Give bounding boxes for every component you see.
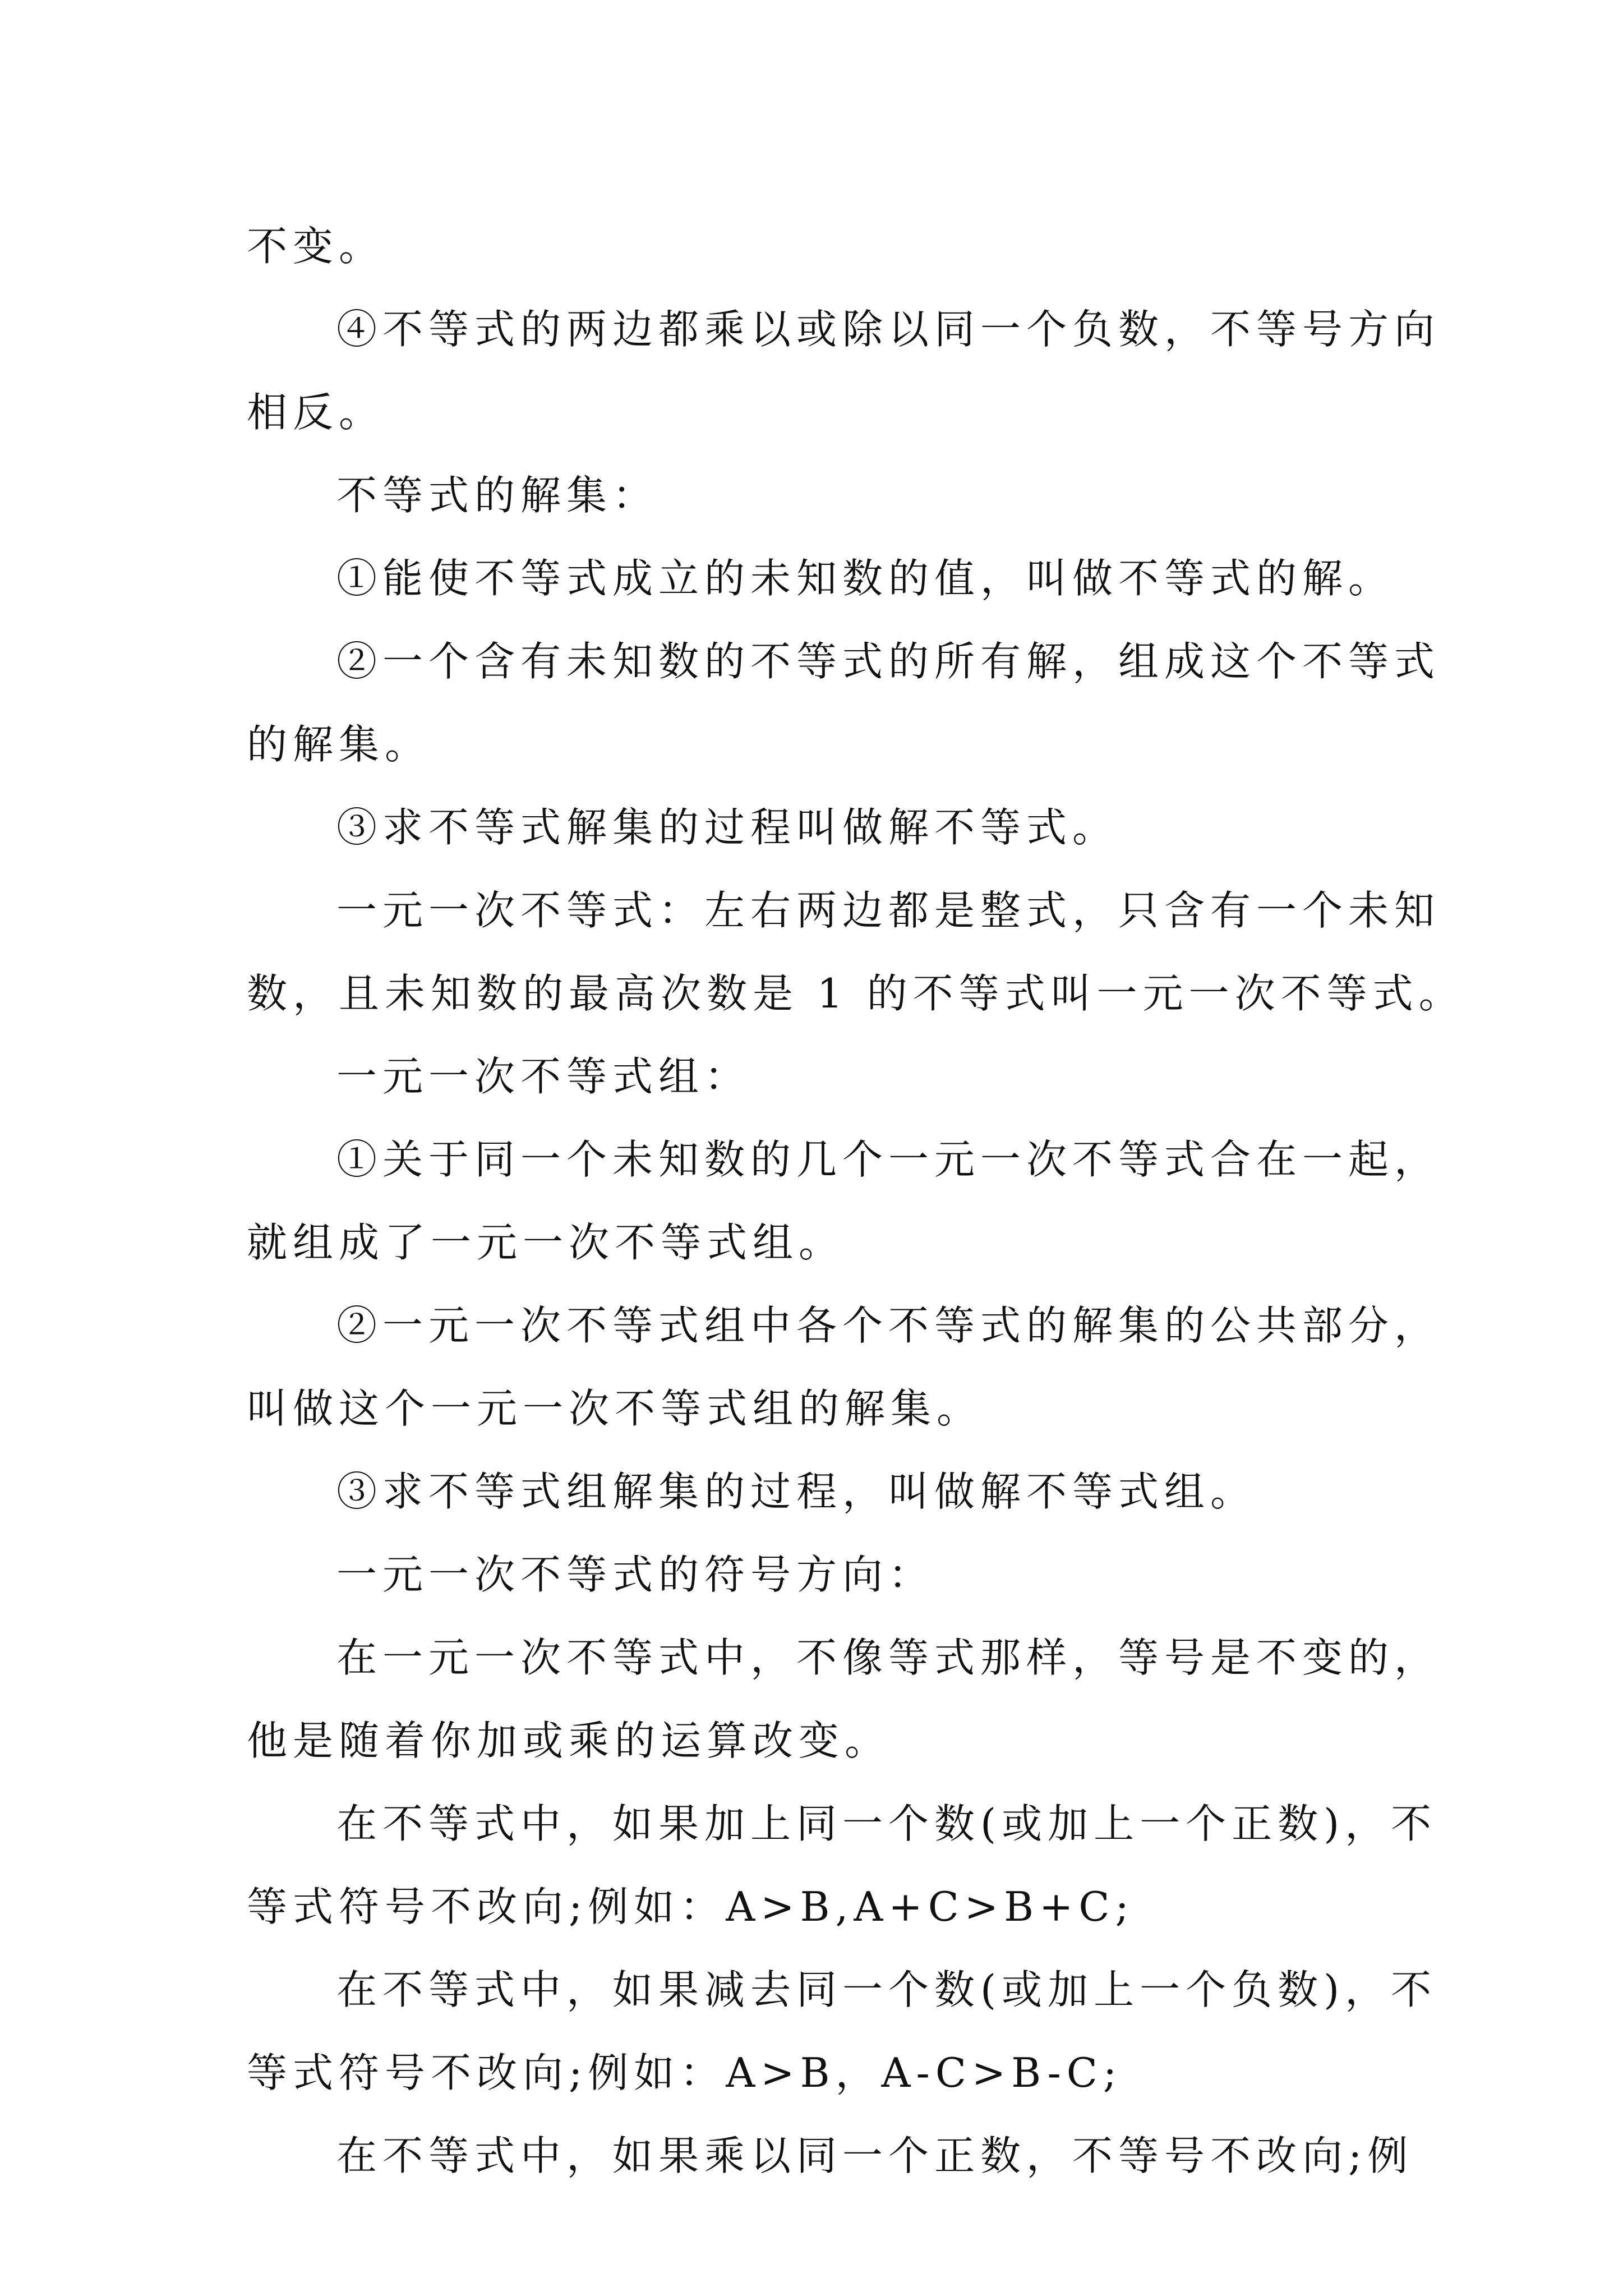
text-line: 在不等式中，如果乘以同一个正数，不等号不改向;例 [336, 2132, 1414, 2179]
text-line: 他是随着你加或乘的运算改变。 [247, 1717, 891, 1764]
section-heading: 一元一次不等式组： [336, 1053, 751, 1100]
text-line: ①关于同一个未知数的几个一元一次不等式合在一起， [336, 1136, 1441, 1183]
text-line: ③求不等式组解集的过程，叫做解不等式组。 [336, 1468, 1257, 1515]
text-line: 等式符号不改向;例如：A>B,A+C>B+C; [247, 1883, 1135, 1930]
text-line: 就组成了一元一次不等式组。 [247, 1219, 845, 1266]
section-heading: 一元一次不等式的符号方向： [336, 1551, 935, 1598]
text-line: 叫做这个一元一次不等式组的解集。 [247, 1385, 983, 1432]
text-line: 相反。 [247, 389, 385, 436]
text-line: 数，且未知数的最高次数是 1 的不等式叫一元一次不等式。 [247, 970, 1465, 1017]
text-line: 的解集。 [247, 721, 431, 768]
text-line: 一元一次不等式：左右两边都是整式，只含有一个未知 [336, 887, 1441, 934]
text-line: ③求不等式解集的过程叫做解不等式。 [336, 804, 1119, 851]
text-line: 在不等式中，如果减去同一个数(或加上一个负数)，不 [336, 1966, 1437, 2013]
section-heading: 不等式的解集： [336, 472, 659, 519]
text-line: 在一元一次不等式中，不像等式那样，等号是不变的， [336, 1634, 1441, 1681]
text-line: 不变。 [247, 223, 385, 270]
text-line: ①能使不等式成立的未知数的值，叫做不等式的解。 [336, 555, 1395, 602]
text-line: ④不等式的两边都乘以或除以同一个负数，不等号方向 [336, 306, 1441, 353]
text-line: ②一元一次不等式组中各个不等式的解集的公共部分， [336, 1302, 1441, 1349]
text-line: 等式符号不改向;例如：A>B，A-C>B-C; [247, 2049, 1123, 2096]
text-line: 在不等式中，如果加上同一个数(或加上一个正数)，不 [336, 1800, 1437, 1847]
document-body [247, 205, 1465, 2197]
text-line: ②一个含有未知数的不等式的所有解，组成这个不等式 [336, 638, 1441, 685]
